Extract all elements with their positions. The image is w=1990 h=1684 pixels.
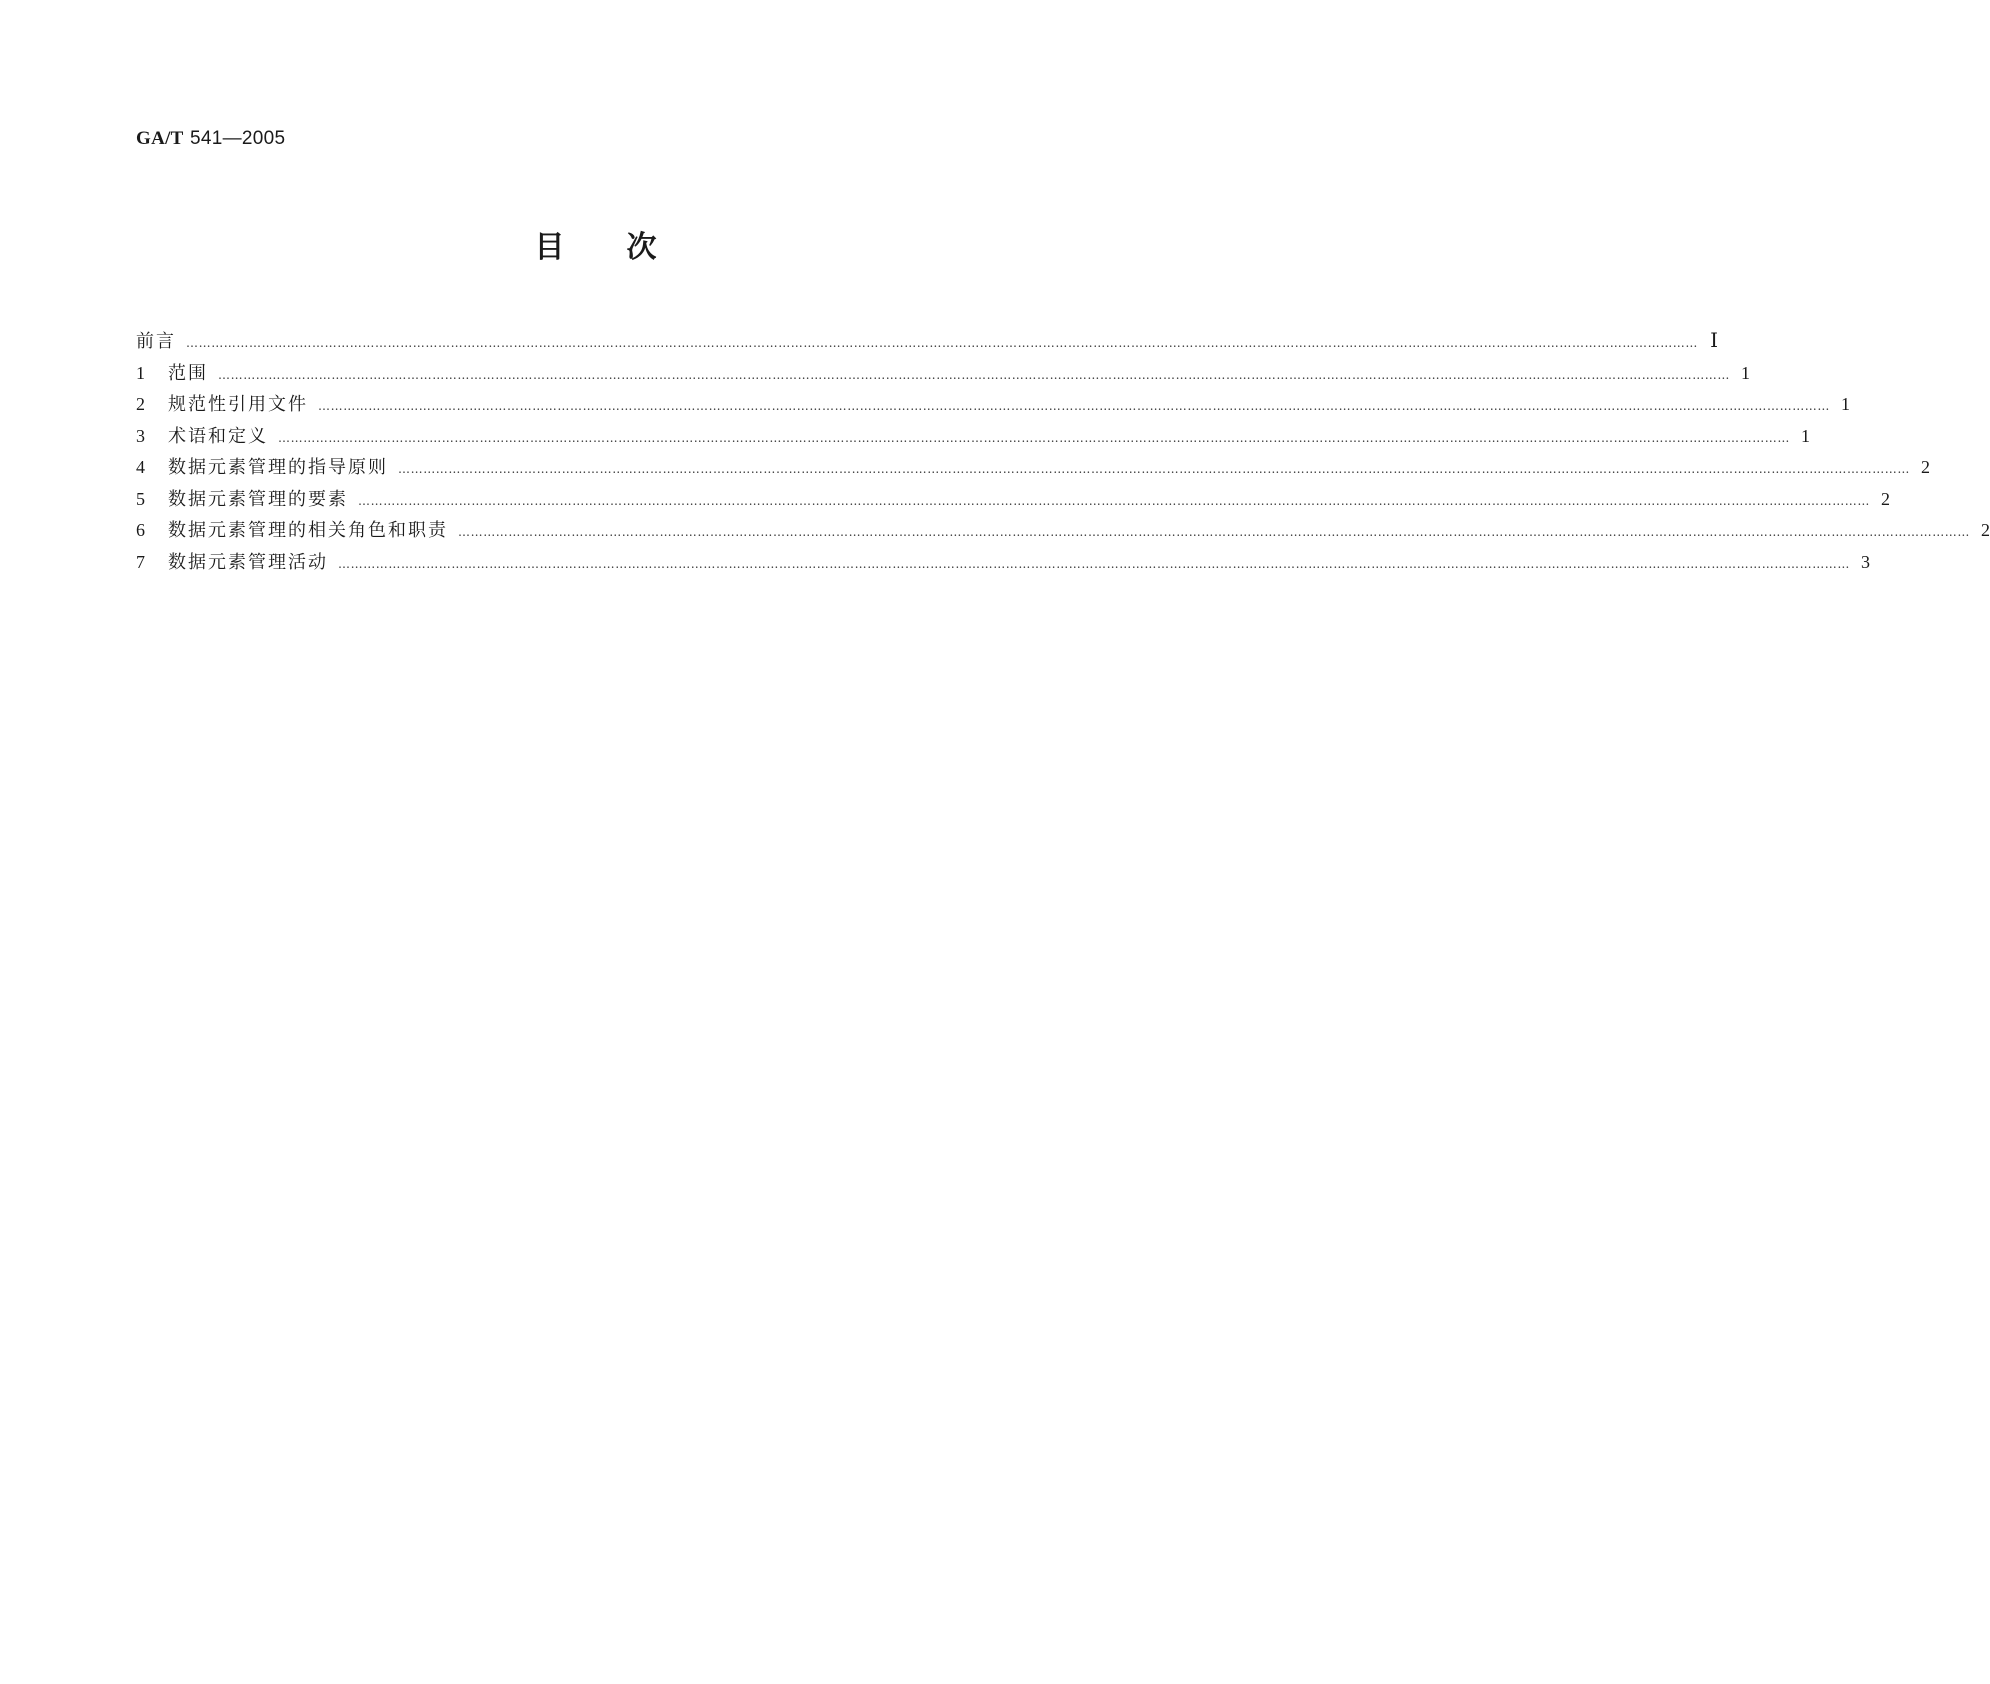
- toc-entry-page: 3: [1861, 551, 1870, 572]
- toc-entry-label: 前言: [136, 331, 176, 352]
- toc-entry-label: 规范性引用文件: [168, 394, 308, 415]
- standard-code: [136, 127, 285, 150]
- toc-entry-page: Ⅰ: [1710, 330, 1718, 352]
- toc-leader-dots: ………………………………………………………………………………………………………………………………………………………………………………………………………………………………………………………………………………………………………………………………: [358, 493, 1870, 508]
- toc-leader-dots: ………………………………………………………………………………………………………………………………………………………………………………………………………………………………………………………………………………………………………………………………: [458, 525, 1970, 539]
- toc-leader-dots: ………………………………………………………………………………………………………………………………………………………………………………………………………………………………………………………………………………………………………………………………: [338, 556, 1850, 571]
- toc-entry-page: 2: [1921, 457, 1930, 477]
- toc-entry-roles-responsibilities[interactable]: [136, 515, 1990, 547]
- toc-entry-label: 数据元素管理的指导原则: [168, 457, 388, 478]
- toc-entry-number: 3: [136, 425, 145, 446]
- toc-entry-label: 数据元素管理活动: [168, 551, 328, 573]
- toc-list: [136, 326, 1990, 578]
- toc-entry-number: 4: [136, 457, 145, 477]
- toc-entry-label: 数据元素管理的相关角色和职责: [168, 520, 448, 541]
- toc-entry-page: 1: [1801, 425, 1810, 446]
- toc-entry-label: 术语和定义: [168, 425, 268, 447]
- toc-entry-normative-references[interactable]: [136, 389, 1850, 421]
- standard-prefix: GA/T: [136, 128, 184, 149]
- toc-entry-page: 2: [1881, 488, 1890, 509]
- toc-entry-number: 6: [136, 520, 145, 540]
- toc-entry-terms-definitions[interactable]: [136, 421, 1810, 453]
- toc-entry-management-elements[interactable]: [136, 484, 1890, 516]
- standard-number: 541—2005: [190, 128, 286, 149]
- toc-leader-dots: ………………………………………………………………………………………………………………………………………………………………………………………………………………………………………………………………………………………………………………………………: [218, 367, 1730, 382]
- toc-entry-page: 1: [1741, 362, 1750, 383]
- toc-entry-number: 2: [136, 394, 145, 414]
- toc-entry-number: 1: [136, 362, 145, 383]
- toc-title: 目次: [534, 230, 719, 265]
- toc-entry-foreword[interactable]: [136, 326, 1718, 358]
- toc-entry-page: 2: [1981, 520, 1990, 540]
- toc-leader-dots: ………………………………………………………………………………………………………………………………………………………………………………………………………………………………………………………………………………………………………………………………: [278, 430, 1790, 445]
- toc-entry-label: 数据元素管理的要素: [168, 488, 348, 510]
- toc-entry-label: 范围: [168, 362, 208, 384]
- toc-entry-number: 7: [136, 551, 145, 572]
- toc-entry-page: 1: [1841, 394, 1850, 414]
- toc-entry-guiding-principles[interactable]: [136, 452, 1930, 484]
- toc-leader-dots: ………………………………………………………………………………………………………………………………………………………………………………………………………………………………………………………………………………………………………………………………: [398, 462, 1910, 476]
- toc-leader-dots: ………………………………………………………………………………………………………………………………………………………………………………………………………………………………………………………………………………………………………………………………: [186, 336, 1698, 350]
- toc-entry-scope[interactable]: [136, 358, 1750, 390]
- toc-entry-number: 5: [136, 488, 145, 509]
- toc-entry-management-activities[interactable]: [136, 547, 1870, 579]
- toc-leader-dots: ………………………………………………………………………………………………………………………………………………………………………………………………………………………………………………………………………………………………………………………………: [318, 399, 1830, 413]
